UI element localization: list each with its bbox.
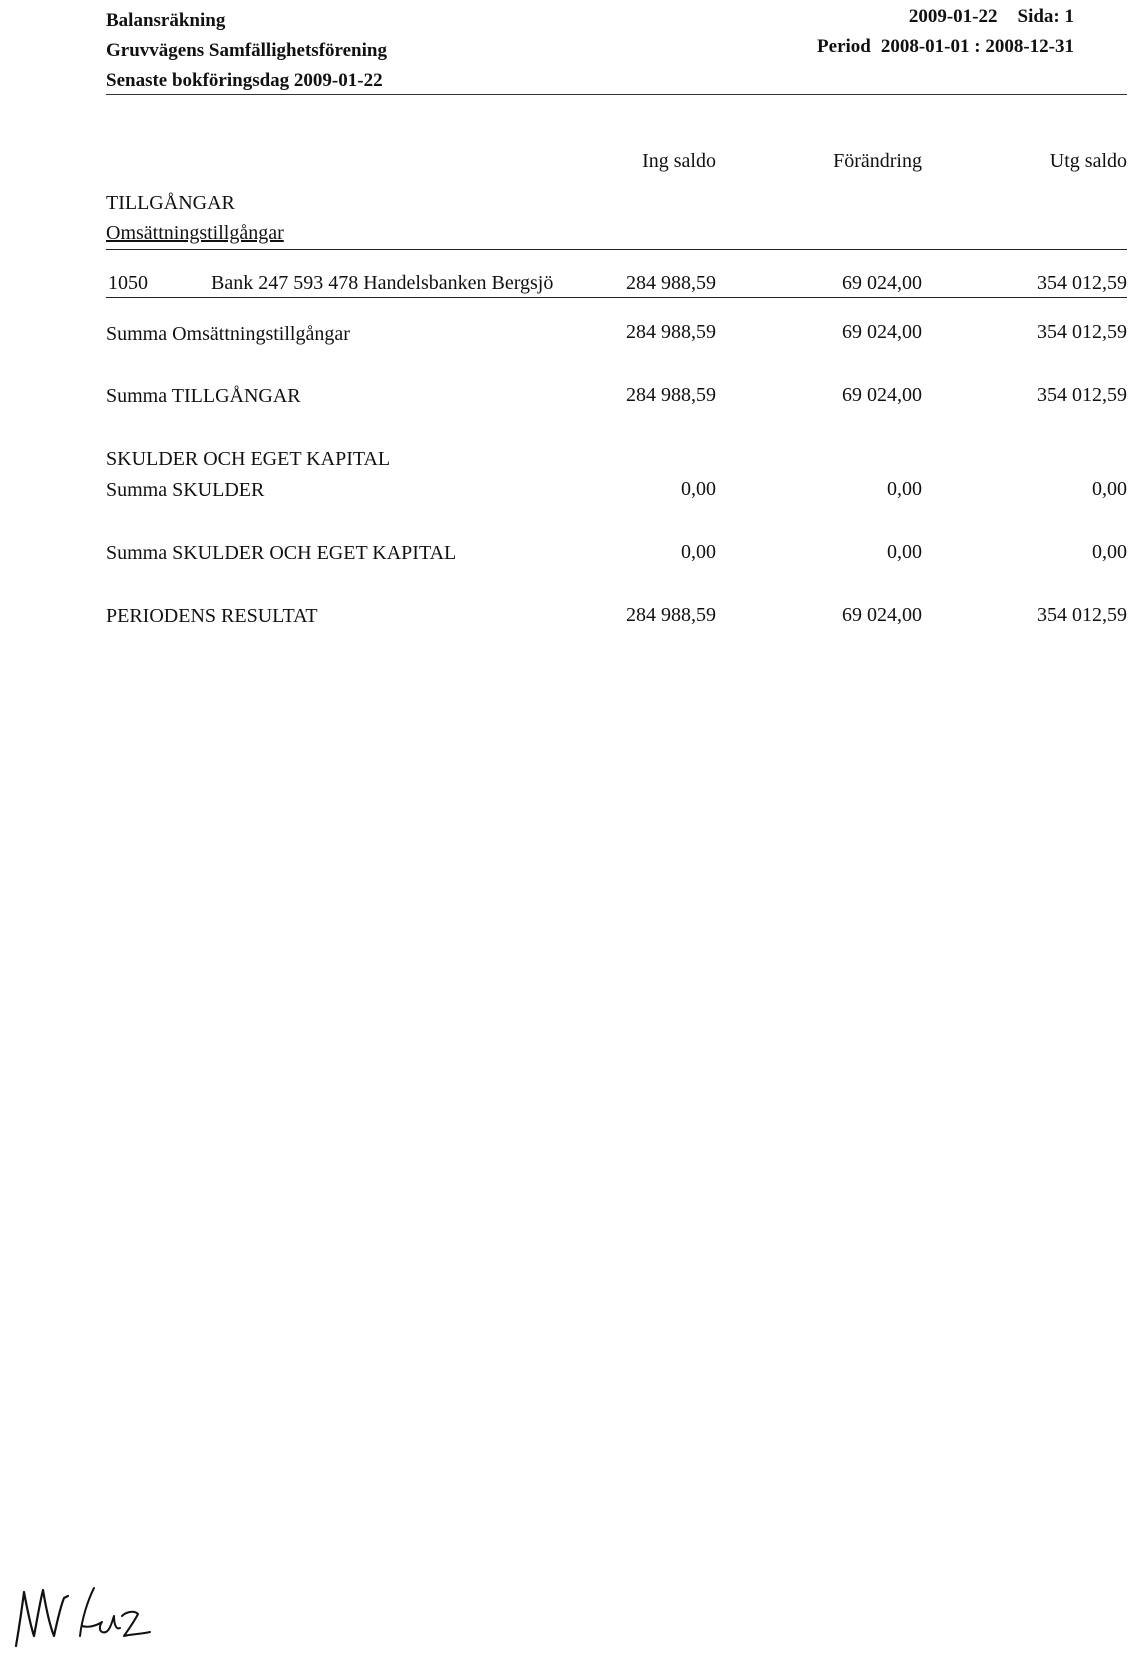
- report-date: 2009-01-22: [908, 6, 998, 27]
- liabilities-heading: SKULDER OCH EGET KAPITAL: [106, 448, 391, 470]
- row-change: 0,00: [887, 478, 922, 500]
- last-booking-date: 2009-01-22: [293, 70, 383, 91]
- row-label: PERIODENS RESULTAT: [106, 605, 318, 627]
- account-closing: 354 012,59: [1037, 272, 1127, 294]
- column-header-opening: Ing saldo: [642, 150, 716, 172]
- row-change: 69 024,00: [842, 604, 922, 626]
- column-header-closing: Utg saldo: [1049, 150, 1127, 172]
- row-label: Summa Omsättningstillgångar: [106, 323, 350, 345]
- row-opening: 0,00: [681, 478, 716, 500]
- period-line: [817, 32, 1074, 62]
- date-page-line: [817, 2, 1074, 32]
- last-booking-line: [106, 66, 387, 96]
- row-closing: 354 012,59: [1037, 604, 1127, 626]
- row-change: 0,00: [887, 541, 922, 563]
- row-label: Summa SKULDER OCH EGET KAPITAL: [106, 542, 457, 564]
- page-number: 1: [1064, 6, 1074, 27]
- row-opening: 284 988,59: [626, 321, 716, 343]
- last-booking-label: Senaste bokföringsdag: [106, 70, 290, 91]
- row-opening: 284 988,59: [626, 604, 716, 626]
- handwritten-signature: [10, 1578, 160, 1650]
- row-change: 69 024,00: [842, 384, 922, 406]
- organization-name: Gruvvägens Samfällighetsförening: [106, 40, 387, 61]
- row-label: Summa SKULDER: [106, 479, 265, 501]
- report-header: [106, 6, 387, 96]
- row-closing: 354 012,59: [1037, 384, 1127, 406]
- account-number: 1050: [108, 272, 148, 294]
- row-closing: 0,00: [1092, 478, 1127, 500]
- current-assets-heading: Omsättningstillgångar: [106, 222, 284, 244]
- account-name: Bank 247 593 478 Handelsbanken Bergsjö: [211, 272, 554, 294]
- report-title: Balansräkning: [106, 10, 226, 31]
- assets-heading: TILLGÅNGAR: [106, 192, 235, 214]
- column-header-change: Förändring: [833, 150, 922, 172]
- period-label: Period: [817, 36, 871, 57]
- row-closing: 354 012,59: [1037, 321, 1127, 343]
- report-meta: [817, 2, 1074, 62]
- row-closing: 0,00: [1092, 541, 1127, 563]
- header-divider: [106, 94, 1127, 95]
- page-label: Sida:: [1017, 6, 1060, 27]
- row-label: Summa TILLGÅNGAR: [106, 385, 301, 407]
- period-range: 2008-01-01 : 2008-12-31: [880, 36, 1074, 57]
- row-opening: 284 988,59: [626, 384, 716, 406]
- section-divider: [106, 249, 1127, 250]
- account-opening: 284 988,59: [626, 272, 716, 294]
- account-row-underline: [106, 297, 1127, 298]
- row-change: 69 024,00: [842, 321, 922, 343]
- account-change: 69 024,00: [842, 272, 922, 294]
- row-opening: 0,00: [681, 541, 716, 563]
